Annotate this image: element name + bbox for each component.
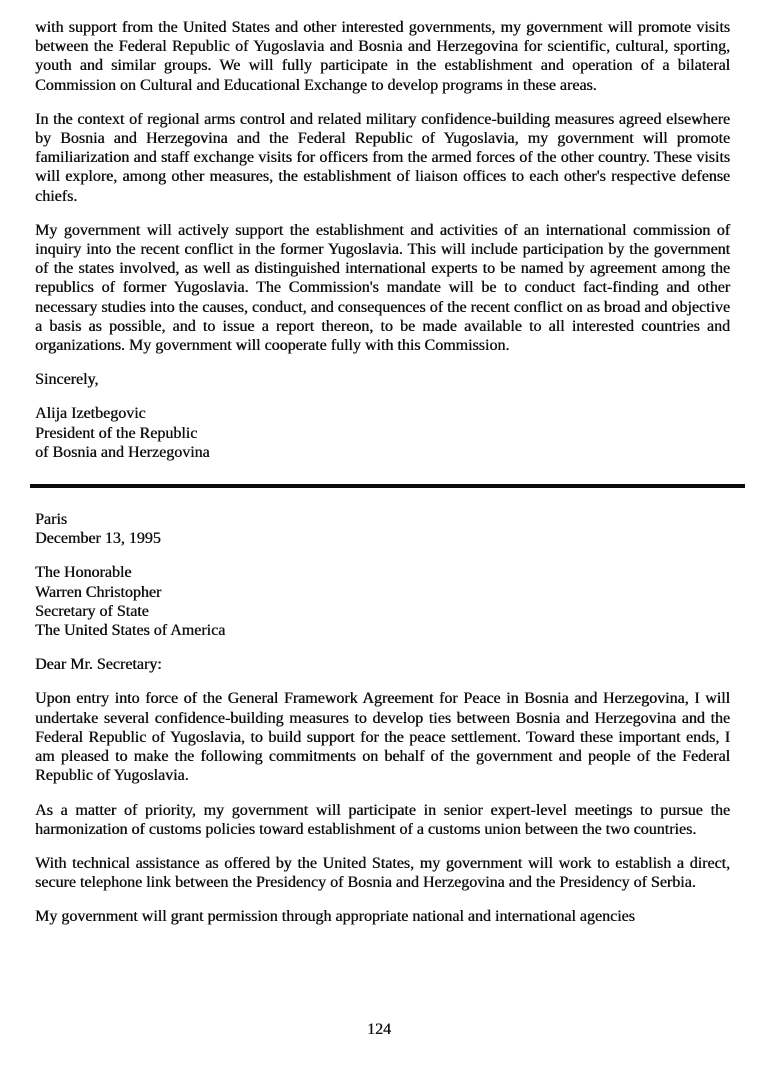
- letter-divider-rule: [30, 484, 745, 488]
- paragraph-grant-permission: My government will grant permission through appropriate national and international agencies: [35, 908, 635, 926]
- signature-title-line-1: President of the Republic: [35, 424, 198, 442]
- paragraph-cultural-exchange: with support from the United States and other interested governments, my government will promote visits between the Federal Republic of Yugoslavia and Bosnia and Herzegovina for scientific, cultural, sporting, youth and similar groups. We will fully participate in the establishment and operation of a bilateral Commission on Cultural and Educational Exchange to develop programs in these areas.: [35, 19, 730, 94]
- dateline-place: Paris: [35, 511, 67, 529]
- recipient-honorific: The Honorable: [35, 564, 132, 582]
- paragraph-commission-of-inquiry: My government will actively support the establishment and activities of an international commission of inquiry into the recent conflict in the former Yugoslavia. This will include participation by the government of the states involved, as well as distinguished international experts to be named by agreement among the republics of former Yugoslavia. The Commission's mandate will be to conduct fact-finding and other necessary studies into the causes, conduct, and consequences of the recent conflict on as broad and objective a basis as possible, and to issue a report thereon, to be made available to all interested countries and organizations. My government will cooperate fully with this Commission.: [35, 221, 730, 355]
- paragraph-framework-agreement: Upon entry into force of the General Framework Agreement for Peace in Bosnia and Herzegovina, I will undertake several confidence-building measures to develop ties between Bosnia and Herzegovina and the Federal Republic of Yugoslavia, to build support for the peace settlement. Toward these important ends, I am pleased to make the following commitments on behalf of the government and people of the Federal Republic of Yugoslavia.: [35, 690, 730, 785]
- recipient-address-block: [35, 563, 730, 640]
- recipient-name: Warren Christopher: [35, 583, 162, 601]
- closing-sincerely: Sincerely,: [35, 371, 99, 389]
- dateline-block: [35, 510, 730, 548]
- signature-name: Alija Izetbegovic: [35, 405, 146, 423]
- recipient-title: Secretary of State: [35, 602, 149, 620]
- paragraph-telephone-link: With technical assistance as offered by the United States, my government will work to establish a direct, secure telephone link between the Presidency of Bosnia and Herzegovina and the Presidency of Serbia.: [35, 854, 730, 892]
- paragraph-arms-control: In the context of regional arms control and related military confidence-building measures agreed elsewhere by Bosnia and Herzegovina and the Federal Republic of Yugoslavia, my government will promote familiarization and staff exchange visits for officers from the armed forces of the other country. These visits will explore, among other measures, the establishment of liaison offices to each other's respective defense chiefs.: [35, 110, 730, 205]
- salutation: Dear Mr. Secretary:: [35, 656, 162, 674]
- dateline-date: December 13, 1995: [35, 530, 161, 548]
- signature-block: [35, 404, 730, 462]
- paragraph-customs-union: As a matter of priority, my government will participate in senior expert-level meetings to pursue the harmonization of customs policies toward establishment of a customs union between the two countries.: [35, 801, 730, 838]
- recipient-country: The United States of America: [35, 622, 226, 640]
- page-number: 124: [367, 1021, 391, 1038]
- letter-milosevic-to-christopher: [35, 510, 730, 926]
- letter-continuation-izetbegovic: [35, 18, 730, 462]
- signature-title-line-2: of Bosnia and Herzegovina: [35, 443, 210, 461]
